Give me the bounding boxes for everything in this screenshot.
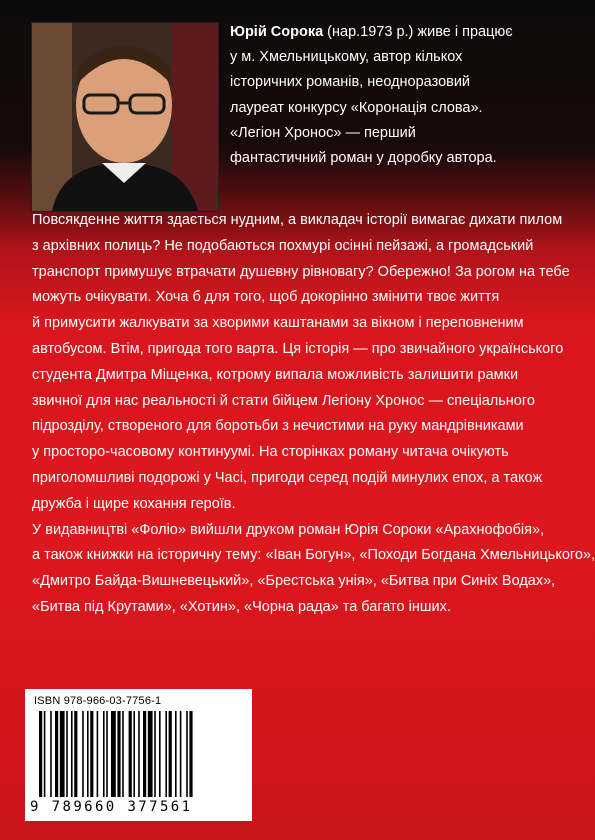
barcode-bar [90,711,93,797]
barcode-digits: 9 789660 377561 [30,799,193,815]
barcode-bar [154,711,156,797]
bio-line: фантастичний роман у доробку автора. [230,150,497,167]
description-line: можуть очікувати. Хоча б для того, щоб докорінно змінити твоє життя [32,289,500,306]
barcode-bar [55,711,58,797]
barcode-bar [169,711,172,797]
description-line: у просторо-часовому континуумі. На сторінках роману читача очікують [32,444,509,461]
barcode-bar [60,711,65,797]
barcode-bar [165,711,167,797]
barcode-bar [186,711,188,797]
barcode-bar [189,711,192,797]
isbn-text: ISBN 978-966-03-7756-1 [34,695,162,707]
barcode-bar [133,711,135,797]
barcode-bar [66,711,68,797]
barcode-bar [50,711,52,797]
bio-line: історичних романів, неодноразовий [230,74,471,91]
barcode-bar [44,711,46,797]
barcode-bar [180,711,182,797]
description-line: з архівних полиць? Не подобаються похмурі осінні пейзажі, а громадський [32,237,534,254]
bio-line: у м. Хмельницькому, автор кількох [230,49,463,66]
bio-line: (нар.1973 р.) живе і працює [323,24,513,40]
bio-line: «Легіон Хронос» — перший [230,124,416,141]
description-line: студента Дмитра Міщенка, котрому випала можливість залишити рамки [32,366,519,383]
barcode-bar [103,711,105,797]
barcode-bar [82,711,84,797]
author-photo [31,22,219,212]
barcode-bar [129,711,132,797]
bio-line: лауреат конкурсу «Коронація слова». [230,99,483,116]
publisher-line: У видавництві «Фоліо» вийшли друком роман Юрія Сороки «Арахнофобія», [32,521,545,538]
barcode-bar [148,711,153,797]
barcode-bar [159,711,161,797]
description-line: дружба і щире кохання героїв. [32,495,236,512]
publisher-line: а також книжки на історичну тему: «Іван Богун», «Походи Богдана Хмельницького», [32,547,595,564]
barcode-bar [74,711,77,797]
barcode-bar [117,711,120,797]
book-description [32,208,595,621]
description-line: транспорт примушує втрачати душевну рівновагу? Обережно! За рогом на тебе [32,263,570,280]
isbn-barcode [25,689,252,821]
description-line: звичної для нас реальності й стати бійцем Легіону Хронос — спеціального [32,392,535,409]
barcode-bar [175,711,177,797]
description-line: Повсякденне життя здається нудним, а викладач історії вимагає дихати пилом [32,212,563,228]
publisher-line: «Дмитро Байда-Вишневецький», «Брестська унія», «Битва при Синіх Водах», [32,573,556,590]
author-bio [230,20,515,171]
barcode-bar [71,711,73,797]
barcode-bar [106,711,108,797]
description-line: підрозділу, створеного для боротьби з нечистими на руку мандрівниками [32,418,524,435]
barcode-bar [122,711,124,797]
barcode-bar [111,711,116,797]
publisher-line: «Битва під Крутами», «Хотин», «Чорна рада» та багато інших. [32,598,451,615]
description-line: приголомшливі подорожі у Часі, пригоди серед подій минулих епох, а також [32,469,543,486]
barcode-bars [37,711,242,797]
barcode-bar [97,711,99,797]
barcode-bar [39,711,42,797]
barcode-bar [87,711,89,797]
barcode-bar [143,711,146,797]
author-name: Юрій Сорока [230,24,324,40]
description-line: автобусом. Втім, пригода того варта. Ця історія — про звичайного українського [32,340,564,357]
barcode-bar [138,711,140,797]
description-line: й примусити жалкувати за хворими каштанами за вікном і переповненим [32,315,524,332]
